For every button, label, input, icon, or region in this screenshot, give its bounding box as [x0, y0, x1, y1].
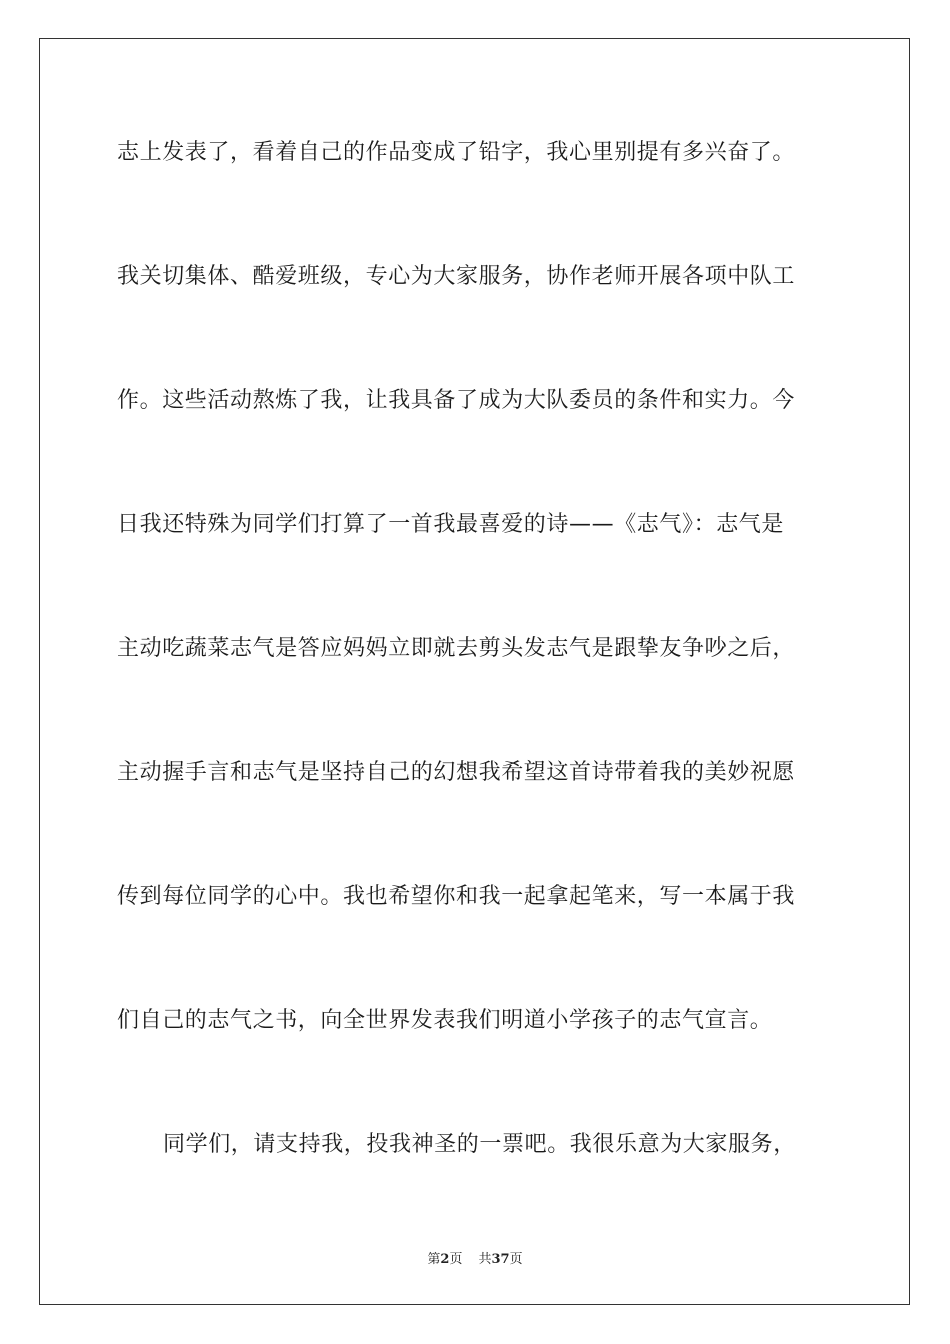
text-line-5: 主动吃蔬菜志气是答应妈妈立即就去剪头发志气是跟挚友争吵之后， [117, 636, 796, 661]
text-line-4: 日我还特殊为同学们打算了一首我最喜爱的诗——《志气》：志气是 [117, 512, 785, 537]
page-border [39, 38, 910, 1305]
footer-total-suffix: 页 [509, 1252, 523, 1267]
footer-page-suffix: 页 [449, 1252, 463, 1267]
text-line-8: 们自己的志气之书，向全世界发表我们明道小学孩子的志气宣言。 [117, 1008, 773, 1033]
text-line-7: 传到每位同学的心中。我也希望你和我一起拿起笔来，写一本属于我 [117, 884, 796, 909]
footer-page-prefix: 第 [427, 1252, 441, 1267]
footer-total-prefix: 共 [478, 1252, 492, 1267]
text-line-2: 我关切集体、酷爱班级，专心为大家服务，协作老师开展各项中队工 [117, 264, 796, 289]
text-line-9: 同学们，请支持我，投我神圣的一票吧。我很乐意为大家服务， [163, 1132, 796, 1157]
footer-page-number: 2 [440, 1252, 450, 1267]
text-line-6: 主动握手言和志气是坚持自己的幻想我希望这首诗带着我的美妙祝愿 [117, 760, 796, 785]
footer-total-number: 37 [491, 1252, 510, 1267]
page-footer [0, 1248, 950, 1267]
text-line-1: 志上发表了，看着自己的作品变成了铅字，我心里别提有多兴奋了。 [117, 140, 796, 165]
text-line-3: 作。这些活动熬炼了我，让我具备了成为大队委员的条件和实力。今 [117, 388, 796, 413]
